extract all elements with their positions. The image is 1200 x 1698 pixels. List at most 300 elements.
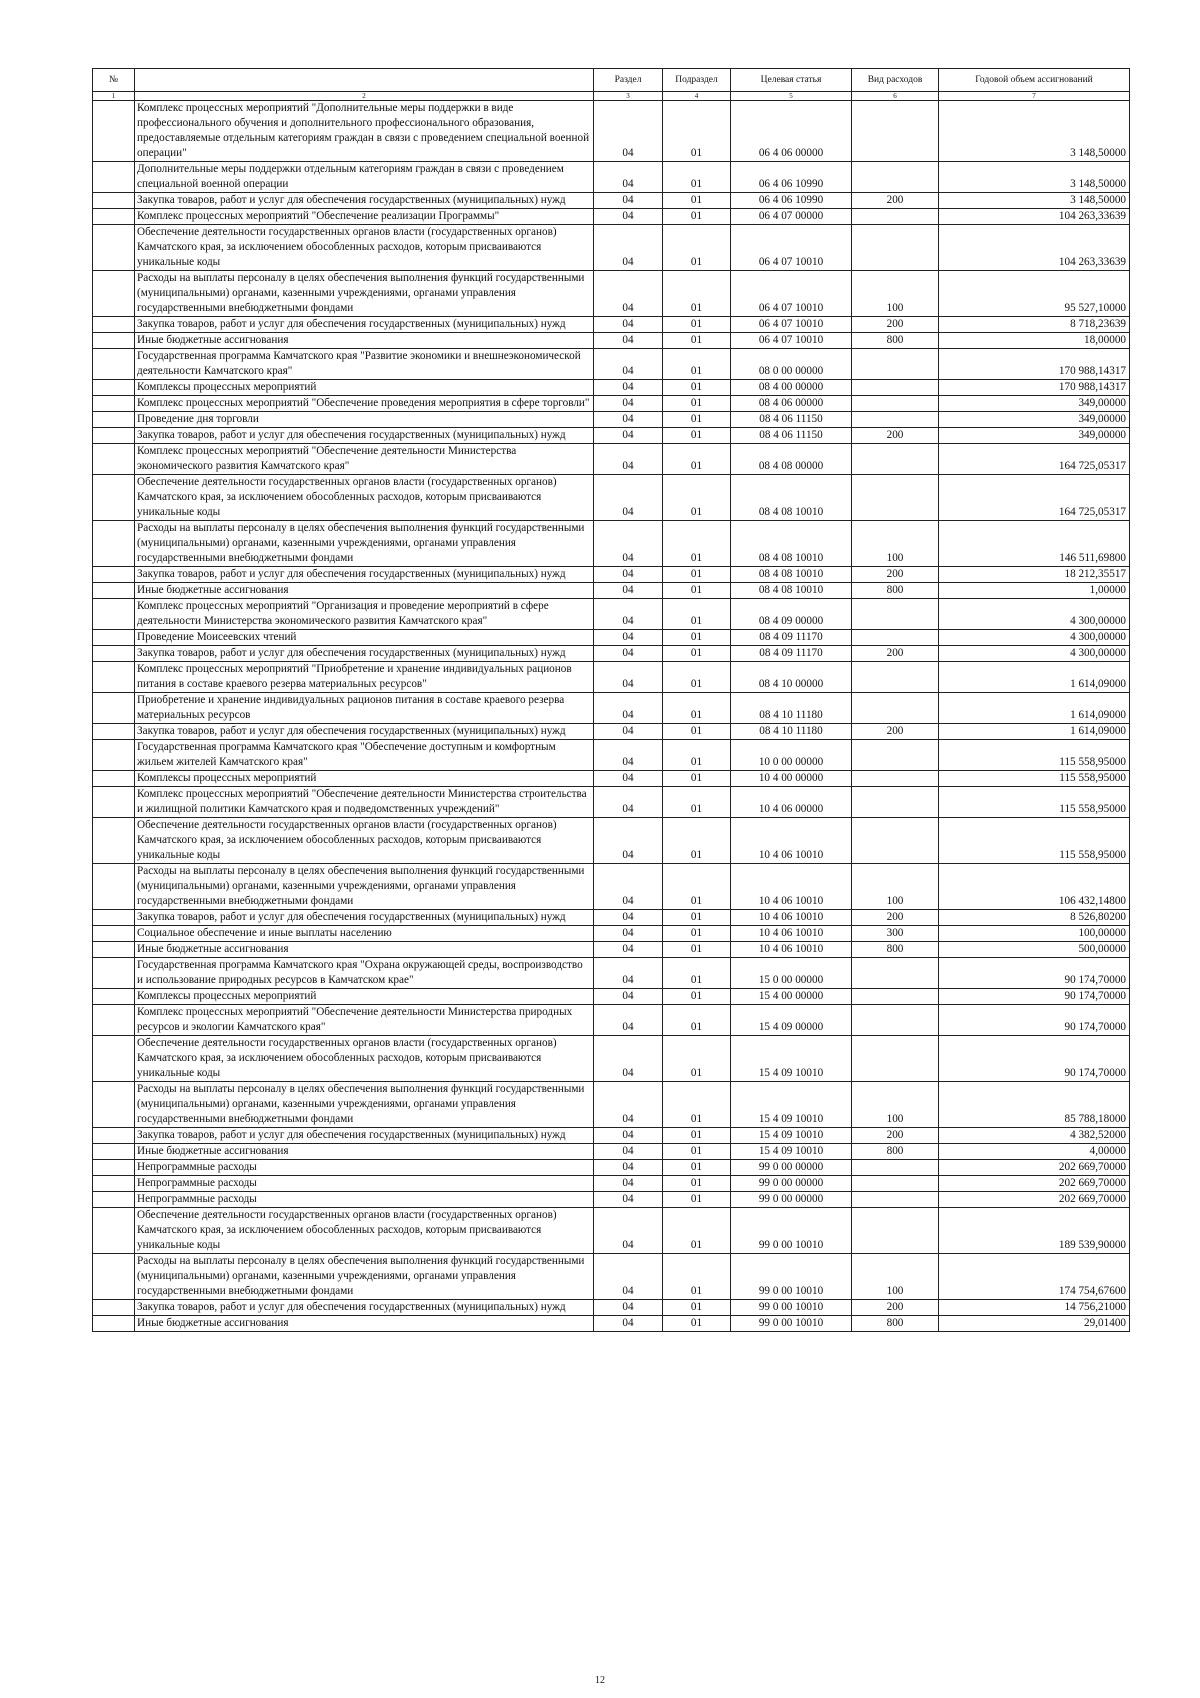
row-subsection-cell: 01 bbox=[663, 317, 731, 333]
row-name-cell: Комплексы процессных мероприятий bbox=[135, 380, 594, 396]
row-name-cell: Непрограммные расходы bbox=[135, 1192, 594, 1208]
row-amount-cell: 90 174,70000 bbox=[939, 958, 1130, 989]
row-amount-cell: 202 669,70000 bbox=[939, 1160, 1130, 1176]
row-subsection-cell: 01 bbox=[663, 380, 731, 396]
row-target-article-cell: 06 4 07 10010 bbox=[731, 271, 852, 317]
row-number-cell bbox=[93, 646, 135, 662]
row-expense-type-cell bbox=[852, 162, 939, 193]
row-section-cell: 04 bbox=[594, 1005, 663, 1036]
row-expense-type-cell: 800 bbox=[852, 333, 939, 349]
row-section-cell: 04 bbox=[594, 428, 663, 444]
row-section-cell: 04 bbox=[594, 567, 663, 583]
table-row bbox=[93, 864, 1130, 910]
table-row bbox=[93, 1300, 1130, 1316]
row-name-cell: Комплексы процессных мероприятий bbox=[135, 771, 594, 787]
row-section-cell: 04 bbox=[594, 989, 663, 1005]
row-section-cell: 04 bbox=[594, 1208, 663, 1254]
header-name bbox=[135, 69, 594, 92]
row-subsection-cell: 01 bbox=[663, 1082, 731, 1128]
row-name-cell: Расходы на выплаты персоналу в целях обеспечения выполнения функций государственными (муниципальными) органами, казенными учреждениями, органами управления государственными внебюджетными фондами bbox=[135, 1254, 594, 1300]
table-row bbox=[93, 101, 1130, 162]
row-subsection-cell: 01 bbox=[663, 771, 731, 787]
row-subsection-cell: 01 bbox=[663, 193, 731, 209]
row-subsection-cell: 01 bbox=[663, 1208, 731, 1254]
row-section-cell: 04 bbox=[594, 693, 663, 724]
table-row bbox=[93, 225, 1130, 271]
row-number-cell bbox=[93, 630, 135, 646]
row-amount-cell: 349,00000 bbox=[939, 396, 1130, 412]
table-row bbox=[93, 1005, 1130, 1036]
row-expense-type-cell: 200 bbox=[852, 910, 939, 926]
row-subsection-cell: 01 bbox=[663, 1176, 731, 1192]
row-subsection-cell: 01 bbox=[663, 225, 731, 271]
row-section-cell: 04 bbox=[594, 193, 663, 209]
row-name-cell: Комплекс процессных мероприятий "Обеспечение деятельности Министерства экономического развития Камчатского края" bbox=[135, 444, 594, 475]
row-number-cell bbox=[93, 521, 135, 567]
table-header-row bbox=[93, 69, 1130, 92]
row-section-cell: 04 bbox=[594, 380, 663, 396]
row-amount-cell: 106 432,14800 bbox=[939, 864, 1130, 910]
header-section: Раздел bbox=[594, 69, 663, 92]
row-name-cell: Закупка товаров, работ и услуг для обеспечения государственных (муниципальных) нужд bbox=[135, 1128, 594, 1144]
row-amount-cell: 164 725,05317 bbox=[939, 475, 1130, 521]
row-subsection-cell: 01 bbox=[663, 958, 731, 989]
row-number-cell bbox=[93, 599, 135, 630]
row-name-cell: Обеспечение деятельности государственных органов власти (государственных органов) Камчатского края, за исключением обособленных расходов, которым присваиваются уникальные коды bbox=[135, 1208, 594, 1254]
table-row bbox=[93, 317, 1130, 333]
row-target-article-cell: 15 4 00 00000 bbox=[731, 989, 852, 1005]
row-name-cell: Закупка товаров, работ и услуг для обеспечения государственных (муниципальных) нужд bbox=[135, 193, 594, 209]
column-number-row bbox=[93, 92, 1130, 101]
row-expense-type-cell: 200 bbox=[852, 1300, 939, 1316]
row-expense-type-cell: 100 bbox=[852, 1254, 939, 1300]
row-number-cell bbox=[93, 818, 135, 864]
header-subsection: Подраздел bbox=[663, 69, 731, 92]
table-row bbox=[93, 428, 1130, 444]
row-target-article-cell: 15 0 00 00000 bbox=[731, 958, 852, 989]
row-amount-cell: 4 300,00000 bbox=[939, 630, 1130, 646]
row-target-article-cell: 06 4 06 10990 bbox=[731, 162, 852, 193]
row-number-cell bbox=[93, 209, 135, 225]
row-target-article-cell: 10 4 06 10010 bbox=[731, 864, 852, 910]
row-section-cell: 04 bbox=[594, 724, 663, 740]
row-subsection-cell: 01 bbox=[663, 583, 731, 599]
row-number-cell bbox=[93, 317, 135, 333]
column-number: 2 bbox=[135, 92, 594, 101]
row-subsection-cell: 01 bbox=[663, 1300, 731, 1316]
table-row bbox=[93, 162, 1130, 193]
row-amount-cell: 1 614,09000 bbox=[939, 724, 1130, 740]
row-expense-type-cell: 800 bbox=[852, 1316, 939, 1332]
row-target-article-cell: 99 0 00 00000 bbox=[731, 1176, 852, 1192]
row-name-cell: Обеспечение деятельности государственных органов власти (государственных органов) Камчатского края, за исключением обособленных расходов, которым присваиваются уникальные коды bbox=[135, 475, 594, 521]
row-name-cell: Обеспечение деятельности государственных органов власти (государственных органов) Камчатского края, за исключением обособленных расходов, которым присваиваются уникальные коды bbox=[135, 818, 594, 864]
page-number: 12 bbox=[595, 1675, 605, 1686]
row-subsection-cell: 01 bbox=[663, 662, 731, 693]
row-amount-cell: 8 526,80200 bbox=[939, 910, 1130, 926]
row-target-article-cell: 08 4 10 00000 bbox=[731, 662, 852, 693]
table-row bbox=[93, 1036, 1130, 1082]
row-section-cell: 04 bbox=[594, 162, 663, 193]
row-target-article-cell: 15 4 09 10010 bbox=[731, 1036, 852, 1082]
row-amount-cell: 174 754,67600 bbox=[939, 1254, 1130, 1300]
table-row bbox=[93, 1160, 1130, 1176]
row-expense-type-cell bbox=[852, 599, 939, 630]
row-section-cell: 04 bbox=[594, 396, 663, 412]
row-expense-type-cell: 800 bbox=[852, 942, 939, 958]
row-subsection-cell: 01 bbox=[663, 724, 731, 740]
row-section-cell: 04 bbox=[594, 349, 663, 380]
row-amount-cell: 146 511,69800 bbox=[939, 521, 1130, 567]
row-number-cell bbox=[93, 1005, 135, 1036]
table-row bbox=[93, 989, 1130, 1005]
row-subsection-cell: 01 bbox=[663, 1036, 731, 1082]
table-row bbox=[93, 1128, 1130, 1144]
row-name-cell: Комплекс процессных мероприятий "Обеспечение реализации Программы" bbox=[135, 209, 594, 225]
row-expense-type-cell: 100 bbox=[852, 521, 939, 567]
budget-allocation-table bbox=[92, 68, 1130, 1332]
row-target-article-cell: 08 4 10 11180 bbox=[731, 693, 852, 724]
row-section-cell: 04 bbox=[594, 926, 663, 942]
row-amount-cell: 14 756,21000 bbox=[939, 1300, 1130, 1316]
row-amount-cell: 170 988,14317 bbox=[939, 349, 1130, 380]
row-number-cell bbox=[93, 1036, 135, 1082]
row-subsection-cell: 01 bbox=[663, 599, 731, 630]
table-row bbox=[93, 380, 1130, 396]
row-section-cell: 04 bbox=[594, 1160, 663, 1176]
table-row bbox=[93, 396, 1130, 412]
row-section-cell: 04 bbox=[594, 910, 663, 926]
row-amount-cell: 95 527,10000 bbox=[939, 271, 1130, 317]
row-name-cell: Расходы на выплаты персоналу в целях обеспечения выполнения функций государственными (муниципальными) органами, казенными учреждениями, органами управления государственными внебюджетными фондами bbox=[135, 864, 594, 910]
row-subsection-cell: 01 bbox=[663, 1160, 731, 1176]
row-subsection-cell: 01 bbox=[663, 864, 731, 910]
column-number: 4 bbox=[663, 92, 731, 101]
row-section-cell: 04 bbox=[594, 583, 663, 599]
row-number-cell bbox=[93, 475, 135, 521]
row-target-article-cell: 10 4 06 10010 bbox=[731, 926, 852, 942]
row-name-cell: Проведение дня торговли bbox=[135, 412, 594, 428]
table-body bbox=[93, 101, 1130, 1332]
row-number-cell bbox=[93, 380, 135, 396]
row-name-cell: Закупка товаров, работ и услуг для обеспечения государственных (муниципальных) нужд bbox=[135, 1300, 594, 1316]
row-section-cell: 04 bbox=[594, 101, 663, 162]
table-row bbox=[93, 1192, 1130, 1208]
row-target-article-cell: 08 4 06 00000 bbox=[731, 396, 852, 412]
row-subsection-cell: 01 bbox=[663, 349, 731, 380]
row-amount-cell: 8 718,23639 bbox=[939, 317, 1130, 333]
row-section-cell: 04 bbox=[594, 1192, 663, 1208]
table-row bbox=[93, 771, 1130, 787]
row-amount-cell: 3 148,50000 bbox=[939, 162, 1130, 193]
row-name-cell: Закупка товаров, работ и услуг для обеспечения государственных (муниципальных) нужд bbox=[135, 567, 594, 583]
row-name-cell: Комплекс процессных мероприятий "Обеспечение проведения мероприятия в сфере торговли" bbox=[135, 396, 594, 412]
row-subsection-cell: 01 bbox=[663, 693, 731, 724]
header-expense-type: Вид расходов bbox=[852, 69, 939, 92]
row-name-cell: Закупка товаров, работ и услуг для обеспечения государственных (муниципальных) нужд bbox=[135, 910, 594, 926]
row-number-cell bbox=[93, 101, 135, 162]
row-section-cell: 04 bbox=[594, 412, 663, 428]
row-amount-cell: 202 669,70000 bbox=[939, 1192, 1130, 1208]
row-target-article-cell: 08 0 00 00000 bbox=[731, 349, 852, 380]
row-amount-cell: 115 558,95000 bbox=[939, 818, 1130, 864]
row-amount-cell: 164 725,05317 bbox=[939, 444, 1130, 475]
row-expense-type-cell bbox=[852, 1160, 939, 1176]
row-amount-cell: 29,01400 bbox=[939, 1316, 1130, 1332]
row-amount-cell: 170 988,14317 bbox=[939, 380, 1130, 396]
row-subsection-cell: 01 bbox=[663, 910, 731, 926]
row-section-cell: 04 bbox=[594, 444, 663, 475]
row-section-cell: 04 bbox=[594, 225, 663, 271]
row-amount-cell: 115 558,95000 bbox=[939, 787, 1130, 818]
row-amount-cell: 1 614,09000 bbox=[939, 662, 1130, 693]
row-subsection-cell: 01 bbox=[663, 646, 731, 662]
row-name-cell: Непрограммные расходы bbox=[135, 1176, 594, 1192]
row-subsection-cell: 01 bbox=[663, 333, 731, 349]
row-target-article-cell: 08 4 08 00000 bbox=[731, 444, 852, 475]
row-name-cell: Иные бюджетные ассигнования bbox=[135, 1144, 594, 1160]
row-subsection-cell: 01 bbox=[663, 567, 731, 583]
row-section-cell: 04 bbox=[594, 1128, 663, 1144]
row-name-cell: Закупка товаров, работ и услуг для обеспечения государственных (муниципальных) нужд bbox=[135, 724, 594, 740]
row-expense-type-cell: 200 bbox=[852, 317, 939, 333]
row-number-cell bbox=[93, 412, 135, 428]
table-row bbox=[93, 1144, 1130, 1160]
row-target-article-cell: 08 4 06 11150 bbox=[731, 412, 852, 428]
row-amount-cell: 3 148,50000 bbox=[939, 193, 1130, 209]
row-section-cell: 04 bbox=[594, 740, 663, 771]
row-expense-type-cell bbox=[852, 662, 939, 693]
table-row bbox=[93, 1082, 1130, 1128]
row-expense-type-cell: 300 bbox=[852, 926, 939, 942]
row-expense-type-cell bbox=[852, 396, 939, 412]
row-amount-cell: 100,00000 bbox=[939, 926, 1130, 942]
row-expense-type-cell: 100 bbox=[852, 271, 939, 317]
row-number-cell bbox=[93, 271, 135, 317]
row-name-cell: Комплекс процессных мероприятий "Организация и проведение мероприятий в сфере деятельности Министерства экономического развития Камчатского края" bbox=[135, 599, 594, 630]
row-section-cell: 04 bbox=[594, 209, 663, 225]
row-subsection-cell: 01 bbox=[663, 926, 731, 942]
row-target-article-cell: 99 0 00 00000 bbox=[731, 1160, 852, 1176]
row-section-cell: 04 bbox=[594, 787, 663, 818]
row-section-cell: 04 bbox=[594, 818, 663, 864]
row-name-cell: Иные бюджетные ассигнования bbox=[135, 942, 594, 958]
row-expense-type-cell: 100 bbox=[852, 864, 939, 910]
row-name-cell: Приобретение и хранение индивидуальных рационов питания в составе краевого резерва материальных ресурсов bbox=[135, 693, 594, 724]
row-name-cell: Расходы на выплаты персоналу в целях обеспечения выполнения функций государственными (муниципальными) органами, казенными учреждениями, органами управления государственными внебюджетными фондами bbox=[135, 271, 594, 317]
row-section-cell: 04 bbox=[594, 942, 663, 958]
row-subsection-cell: 01 bbox=[663, 209, 731, 225]
row-number-cell bbox=[93, 1128, 135, 1144]
row-subsection-cell: 01 bbox=[663, 818, 731, 864]
row-expense-type-cell bbox=[852, 693, 939, 724]
row-expense-type-cell bbox=[852, 630, 939, 646]
row-subsection-cell: 01 bbox=[663, 1254, 731, 1300]
row-number-cell bbox=[93, 662, 135, 693]
row-expense-type-cell: 800 bbox=[852, 583, 939, 599]
row-section-cell: 04 bbox=[594, 646, 663, 662]
row-expense-type-cell bbox=[852, 412, 939, 428]
row-number-cell bbox=[93, 1160, 135, 1176]
row-number-cell bbox=[93, 428, 135, 444]
row-target-article-cell: 08 4 06 11150 bbox=[731, 428, 852, 444]
row-name-cell: Социальное обеспечение и иные выплаты населению bbox=[135, 926, 594, 942]
row-subsection-cell: 01 bbox=[663, 271, 731, 317]
row-number-cell bbox=[93, 349, 135, 380]
row-subsection-cell: 01 bbox=[663, 396, 731, 412]
row-section-cell: 04 bbox=[594, 630, 663, 646]
table-row bbox=[93, 412, 1130, 428]
row-amount-cell: 4 300,00000 bbox=[939, 599, 1130, 630]
table-row bbox=[93, 662, 1130, 693]
row-subsection-cell: 01 bbox=[663, 740, 731, 771]
row-number-cell bbox=[93, 225, 135, 271]
column-number: 3 bbox=[594, 92, 663, 101]
row-subsection-cell: 01 bbox=[663, 1144, 731, 1160]
row-subsection-cell: 01 bbox=[663, 101, 731, 162]
row-number-cell bbox=[93, 1192, 135, 1208]
column-number: 5 bbox=[731, 92, 852, 101]
row-subsection-cell: 01 bbox=[663, 444, 731, 475]
row-target-article-cell: 06 4 07 10010 bbox=[731, 333, 852, 349]
row-target-article-cell: 06 4 07 00000 bbox=[731, 209, 852, 225]
row-target-article-cell: 10 4 06 00000 bbox=[731, 787, 852, 818]
row-name-cell: Обеспечение деятельности государственных органов власти (государственных органов) Камчатского края, за исключением обособленных расходов, которым присваиваются уникальные коды bbox=[135, 225, 594, 271]
row-target-article-cell: 99 0 00 00000 bbox=[731, 1192, 852, 1208]
row-amount-cell: 4 300,00000 bbox=[939, 646, 1130, 662]
row-target-article-cell: 15 4 09 10010 bbox=[731, 1144, 852, 1160]
row-expense-type-cell bbox=[852, 771, 939, 787]
row-name-cell: Дополнительные меры поддержки отдельным категориям граждан в связи с проведением специальной военной операции bbox=[135, 162, 594, 193]
row-section-cell: 04 bbox=[594, 1082, 663, 1128]
row-name-cell: Иные бюджетные ассигнования bbox=[135, 1316, 594, 1332]
row-target-article-cell: 15 4 09 00000 bbox=[731, 1005, 852, 1036]
table-row bbox=[93, 630, 1130, 646]
row-section-cell: 04 bbox=[594, 662, 663, 693]
table-row bbox=[93, 444, 1130, 475]
row-amount-cell: 1 614,09000 bbox=[939, 693, 1130, 724]
row-expense-type-cell: 800 bbox=[852, 1144, 939, 1160]
row-expense-type-cell bbox=[852, 1208, 939, 1254]
row-subsection-cell: 01 bbox=[663, 1316, 731, 1332]
row-number-cell bbox=[93, 1300, 135, 1316]
table-row bbox=[93, 333, 1130, 349]
table-row bbox=[93, 926, 1130, 942]
table-row bbox=[93, 583, 1130, 599]
row-expense-type-cell: 200 bbox=[852, 193, 939, 209]
row-number-cell bbox=[93, 1254, 135, 1300]
row-expense-type-cell bbox=[852, 989, 939, 1005]
row-number-cell bbox=[93, 567, 135, 583]
row-name-cell: Обеспечение деятельности государственных органов власти (государственных органов) Камчатского края, за исключением обособленных расходов, которым присваиваются уникальные коды bbox=[135, 1036, 594, 1082]
row-subsection-cell: 01 bbox=[663, 989, 731, 1005]
row-expense-type-cell: 200 bbox=[852, 724, 939, 740]
row-subsection-cell: 01 bbox=[663, 412, 731, 428]
row-expense-type-cell bbox=[852, 444, 939, 475]
row-expense-type-cell: 100 bbox=[852, 1082, 939, 1128]
row-name-cell: Проведение Моисеевских чтений bbox=[135, 630, 594, 646]
row-target-article-cell: 06 4 06 00000 bbox=[731, 101, 852, 162]
row-target-article-cell: 06 4 07 10010 bbox=[731, 225, 852, 271]
row-section-cell: 04 bbox=[594, 521, 663, 567]
row-expense-type-cell bbox=[852, 818, 939, 864]
budget-table-sheet bbox=[92, 68, 1129, 1332]
row-target-article-cell: 08 4 08 10010 bbox=[731, 475, 852, 521]
table-row bbox=[93, 1254, 1130, 1300]
row-target-article-cell: 10 0 00 00000 bbox=[731, 740, 852, 771]
row-expense-type-cell bbox=[852, 209, 939, 225]
row-subsection-cell: 01 bbox=[663, 942, 731, 958]
table-row bbox=[93, 1316, 1130, 1332]
row-target-article-cell: 10 4 06 10010 bbox=[731, 910, 852, 926]
table-row bbox=[93, 567, 1130, 583]
row-number-cell bbox=[93, 787, 135, 818]
row-target-article-cell: 10 4 06 10010 bbox=[731, 942, 852, 958]
table-row bbox=[93, 1208, 1130, 1254]
row-target-article-cell: 08 4 08 10010 bbox=[731, 521, 852, 567]
table-row bbox=[93, 521, 1130, 567]
row-number-cell bbox=[93, 864, 135, 910]
row-amount-cell: 349,00000 bbox=[939, 412, 1130, 428]
row-amount-cell: 500,00000 bbox=[939, 942, 1130, 958]
row-name-cell: Комплекс процессных мероприятий "Обеспечение деятельности Министерства строительства и жилищной политики Камчатского края и подведомственных учреждений" bbox=[135, 787, 594, 818]
row-name-cell: Расходы на выплаты персоналу в целях обеспечения выполнения функций государственными (муниципальными) органами, казенными учреждениями, органами управления государственными внебюджетными фондами bbox=[135, 1082, 594, 1128]
row-amount-cell: 18 212,35517 bbox=[939, 567, 1130, 583]
row-number-cell bbox=[93, 193, 135, 209]
row-name-cell: Комплексы процессных мероприятий bbox=[135, 989, 594, 1005]
row-section-cell: 04 bbox=[594, 1254, 663, 1300]
row-target-article-cell: 08 4 09 11170 bbox=[731, 630, 852, 646]
row-target-article-cell: 06 4 06 10990 bbox=[731, 193, 852, 209]
row-section-cell: 04 bbox=[594, 958, 663, 989]
row-name-cell: Комплекс процессных мероприятий "Дополнительные меры поддержки в виде профессионального обучения и дополнительного профессионального образования, предоставляемые отдельным категориям граждан в связи с проведением специальной военной операции" bbox=[135, 101, 594, 162]
row-section-cell: 04 bbox=[594, 317, 663, 333]
header-number: № bbox=[93, 69, 135, 92]
table-row bbox=[93, 942, 1130, 958]
row-subsection-cell: 01 bbox=[663, 1005, 731, 1036]
row-number-cell bbox=[93, 162, 135, 193]
row-expense-type-cell: 200 bbox=[852, 567, 939, 583]
row-expense-type-cell bbox=[852, 225, 939, 271]
row-target-article-cell: 15 4 09 10010 bbox=[731, 1128, 852, 1144]
row-target-article-cell: 10 4 00 00000 bbox=[731, 771, 852, 787]
row-number-cell bbox=[93, 1176, 135, 1192]
row-section-cell: 04 bbox=[594, 1316, 663, 1332]
row-target-article-cell: 08 4 09 00000 bbox=[731, 599, 852, 630]
row-number-cell bbox=[93, 910, 135, 926]
row-subsection-cell: 01 bbox=[663, 630, 731, 646]
table-row bbox=[93, 818, 1130, 864]
row-amount-cell: 3 148,50000 bbox=[939, 101, 1130, 162]
row-expense-type-cell bbox=[852, 1036, 939, 1082]
row-name-cell: Иные бюджетные ассигнования bbox=[135, 333, 594, 349]
header-annual-amount: Годовой объем ассигнований bbox=[939, 69, 1130, 92]
row-target-article-cell: 99 0 00 10010 bbox=[731, 1316, 852, 1332]
row-name-cell: Закупка товаров, работ и услуг для обеспечения государственных (муниципальных) нужд bbox=[135, 317, 594, 333]
table-row bbox=[93, 910, 1130, 926]
row-amount-cell: 4 382,52000 bbox=[939, 1128, 1130, 1144]
row-expense-type-cell: 200 bbox=[852, 646, 939, 662]
row-expense-type-cell bbox=[852, 101, 939, 162]
row-expense-type-cell bbox=[852, 740, 939, 771]
row-amount-cell: 90 174,70000 bbox=[939, 989, 1130, 1005]
table-row bbox=[93, 693, 1130, 724]
row-target-article-cell: 08 4 08 10010 bbox=[731, 567, 852, 583]
row-subsection-cell: 01 bbox=[663, 162, 731, 193]
row-section-cell: 04 bbox=[594, 1144, 663, 1160]
row-name-cell: Закупка товаров, работ и услуг для обеспечения государственных (муниципальных) нужд bbox=[135, 428, 594, 444]
row-section-cell: 04 bbox=[594, 864, 663, 910]
